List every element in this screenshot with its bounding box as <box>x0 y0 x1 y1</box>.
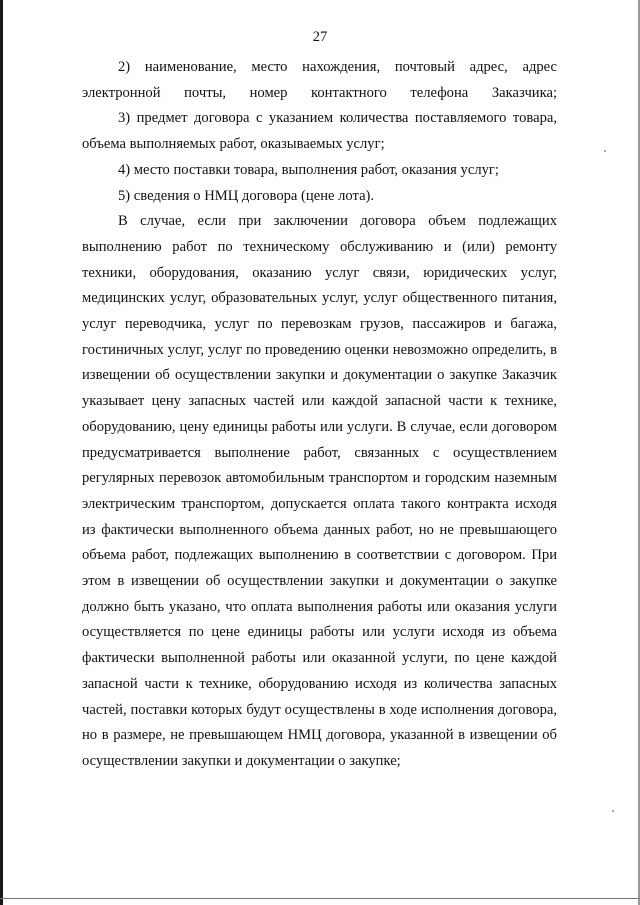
scan-speck <box>612 810 614 812</box>
main-paragraph: В случае, если при заключении договора объем подлежащих выполнению работ по техническому обслуживанию и (или) ремонту техники, оборудования, оказанию услуг связи, юридических услуг, медицинских услуг, образовательных услуг, услуг общественного питания, услуг переводчика, услуг по перевозкам грузов, пассажиров и багажа, гостиничных услуг, услуг по проведению оценки невозможно определить, в извещении об осуществлении закупки и документации о закупке Заказчик указывает цену запасных частей или каждой запасной части к технике, оборудованию, цену единицы работы или услуги. В случае, если договором предусматривается выполнение работ, связанных с осуществлением регулярных перевозок автомобильным транспортом и городским наземным электрическим транспортом, допускается оплата такого контракта исходя из фактически выполненного объема данных работ, но не превышающего объема работ, подлежащих выполнению в соответствии с договором. При этом в извещении об осуществлении закупки и документации о закупке должно быть указано, что оплата выполнения работы или оказания услуги осуществляется по цене единицы работы или услуги исходя из объема фактически выполненной работы или оказанной услуги, по цене каждой запасной части к технике, оборудованию исходя из количества запасных частей, поставки которых будут осуществлены в ходе исполнения договора, но в размере, не превышающем НМЦ договора, указанной в извещении об осуществлении закупки и документации о закупке; <box>82 213 557 769</box>
list-item-5: 5) сведения о НМЦ договора (цене лота). <box>118 187 375 204</box>
list-item-4: 4) место поставки товара, выполнения работ, оказания услуг; <box>118 161 499 178</box>
list-item-2: 2) наименование, место нахождения, почтовый адрес, адрес электронной почты, номер контактного телефона Заказчика; <box>82 59 557 101</box>
scan-speck <box>604 150 606 152</box>
document-body <box>82 55 557 775</box>
scan-edge-left <box>0 0 3 905</box>
list-item-3: 3) предмет договора с указанием количества поставляемого товара, объема выполняемых работ, оказываемых услуг; <box>82 110 557 153</box>
scan-edge-bottom <box>0 898 640 899</box>
page-number: 27 <box>312 29 328 45</box>
